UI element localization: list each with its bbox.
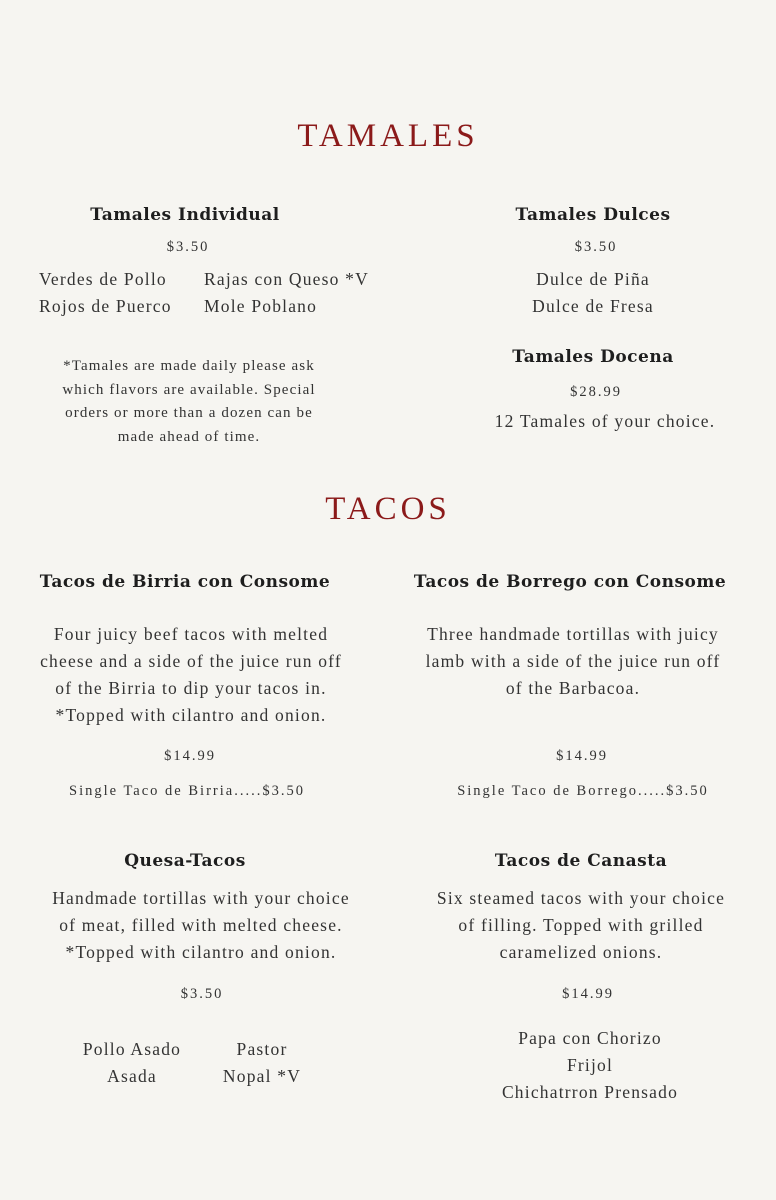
- description-line: caramelized onions.: [499, 942, 663, 962]
- description-line: of the Barbacoa.: [505, 678, 641, 698]
- canasta-title: Tacos de Canasta: [494, 851, 668, 871]
- flavor: Dulce de Piña: [536, 269, 650, 289]
- filling: Papa con Chorizo: [518, 1028, 662, 1048]
- filling: Pastor: [236, 1039, 288, 1059]
- filling: Frijol: [566, 1055, 614, 1075]
- quesa-tacos-fillings-right: [202, 1036, 322, 1090]
- tamales-individual-flavors-left: [39, 266, 172, 320]
- description-line: Six steamed tacos with your choice: [436, 888, 726, 908]
- filling: Pollo Asado: [82, 1039, 182, 1059]
- flavor: Rojos de Puerco: [39, 296, 172, 316]
- borrego-price: $14.99: [556, 748, 608, 764]
- tamales-docena-title: Tamales Docena: [512, 347, 674, 367]
- tamales-dulces-title: Tamales Dulces: [515, 205, 671, 225]
- quesa-tacos-title: Quesa-Tacos: [124, 851, 246, 871]
- tamales-individual-price: $3.50: [166, 239, 210, 255]
- quesa-tacos-fillings-left: [62, 1036, 202, 1090]
- flavor: Mole Poblano: [204, 296, 318, 316]
- description-line: of meat, filled with melted cheese.: [59, 915, 343, 935]
- birria-description: [10, 621, 372, 729]
- note-line: which flavors are available. Special: [62, 381, 316, 398]
- description-line: cheese and a side of the juice run off: [40, 651, 342, 671]
- tamales-note: [30, 355, 348, 449]
- description-line: lamb with a side of the juice run off: [425, 651, 721, 671]
- birria-price: $14.99: [164, 748, 216, 764]
- filling: Asada: [107, 1066, 157, 1086]
- tamales-individual-title: Tamales Individual: [90, 205, 280, 225]
- birria-title: Tacos de Birria con Consome: [39, 572, 331, 592]
- description-line: Handmade tortillas with your choice: [52, 888, 350, 908]
- description-line: Four juicy beef tacos with melted: [53, 624, 329, 644]
- note-line: made ahead of time.: [117, 428, 261, 445]
- tamales-docena-price: $28.99: [570, 384, 622, 400]
- note-line: orders or more than a dozen can be: [65, 405, 313, 421]
- flavor: Rajas con Queso *V: [204, 269, 369, 289]
- description-line: Three handmade tortillas with juicy: [427, 624, 719, 644]
- borrego-description: [390, 621, 756, 702]
- birria-single: Single Taco de Birria.....$3.50: [69, 783, 305, 799]
- canasta-description: [400, 885, 762, 966]
- borrego-single: Single Taco de Borrego.....$3.50: [457, 783, 709, 799]
- tacos-heading: TACOS: [325, 491, 451, 527]
- quesa-tacos-price: $3.50: [180, 986, 224, 1002]
- canasta-price: $14.99: [562, 986, 614, 1002]
- tamales-heading: TAMALES: [297, 118, 479, 154]
- canasta-fillings: [420, 1025, 760, 1106]
- description-line: of filling. Topped with grilled: [458, 915, 704, 935]
- tamales-individual-flavors-right: [204, 266, 369, 320]
- flavor: Verdes de Pollo: [39, 269, 167, 289]
- description-line: *Topped with cilantro and onion.: [65, 942, 337, 962]
- filling: Chichatrron Prensado: [501, 1082, 679, 1102]
- borrego-title: Tacos de Borrego con Consome: [413, 572, 727, 592]
- quesa-tacos-description: [20, 885, 382, 966]
- description-line: of the Birria to dip your tacos in.: [55, 678, 327, 698]
- description-line: *Topped with cilantro and onion.: [55, 705, 327, 725]
- tamales-docena-description: 12 Tamales of your choice.: [494, 411, 716, 431]
- tamales-dulces-price: $3.50: [574, 239, 618, 255]
- filling: Nopal *V: [222, 1066, 302, 1086]
- tamales-dulces-flavors: [448, 266, 738, 320]
- flavor: Dulce de Fresa: [532, 296, 654, 316]
- note-line: *Tamales are made daily please ask: [63, 358, 315, 374]
